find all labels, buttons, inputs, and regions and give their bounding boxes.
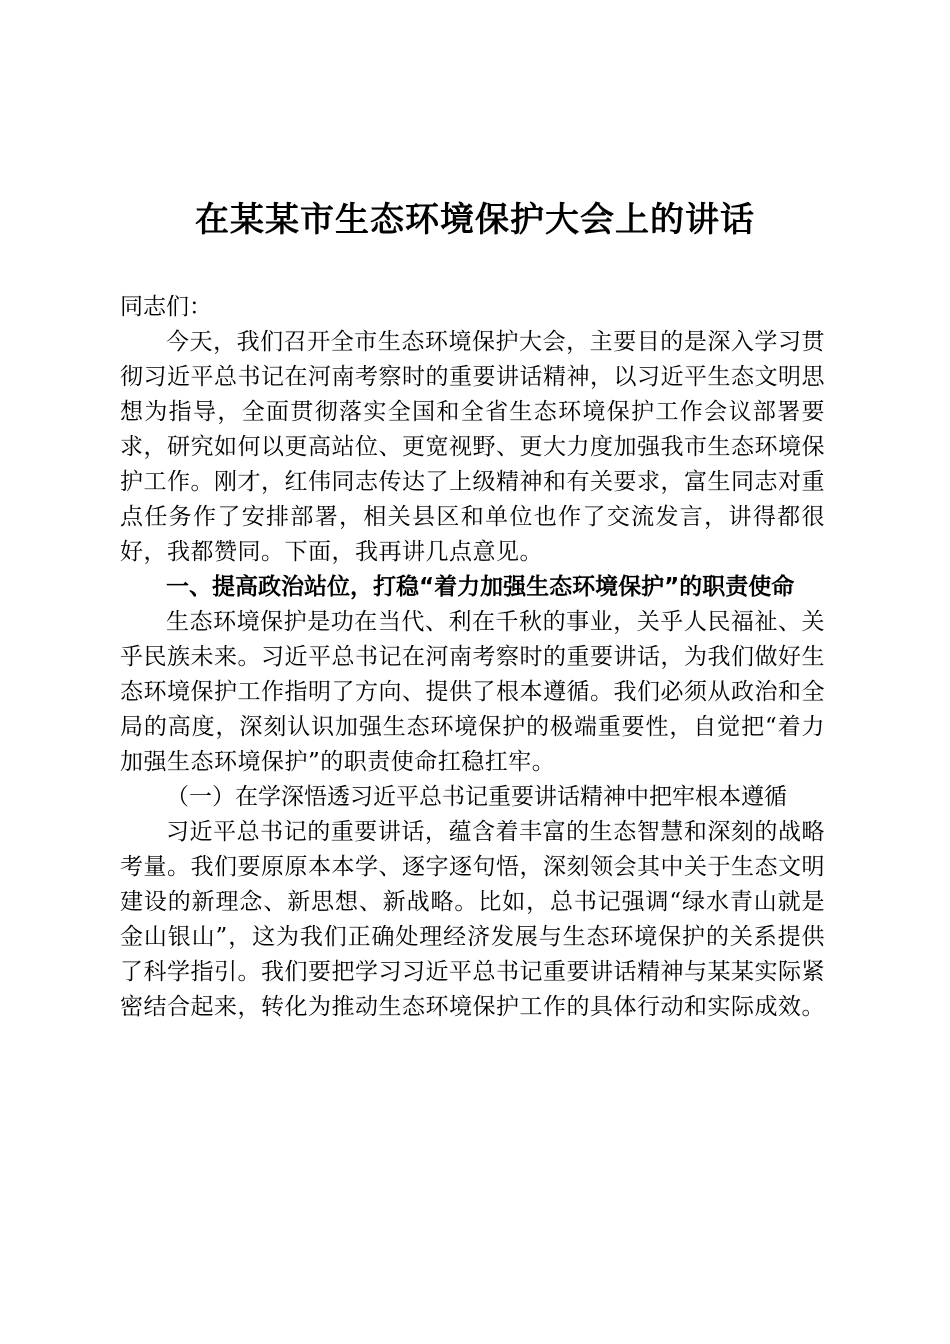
intro-paragraph: 今天，我们召开全市生态环境保护大会，主要目的是深入学习贯彻习近平总书记在河南考察时的重要讲话精神，以习近平生态文明思想为指导，全面贯彻落实全国和全省生态环境保护工作会议部署要求，研究如何以更高站位、更宽视野、更大力度加强我市生态环境保护工作。刚才，红伟同志传达了上级精神和有关要求，富生同志对重点任务作了安排部署，相关县区和单位也作了交流发言，讲得都很好，我都赞同。下面，我再讲几点意见。 bbox=[120, 329, 825, 565]
document-title: 在某某市生态环境保护大会上的讲话 bbox=[195, 200, 755, 240]
section-heading-1: 一、提高政治站位，打稳“着力加强生态环境保护”的职责使命 bbox=[166, 574, 795, 600]
document-body bbox=[120, 290, 825, 1025]
subsection-heading-1: （一）在学深悟透习近平总书记重要讲话精神中把牢根本遵循 bbox=[166, 784, 787, 810]
section-1-paragraph: 生态环境保护是功在当代、利在千秋的事业，关乎人民福祉、关乎民族未来。习近平总书记在河南考察时的重要讲话，为我们做好生态环境保护工作指明了方向、提供了根本遵循。我们必须从政治和全局的高度，深刻认识加强生态环境保护的极端重要性，自觉把“着力加强生态环境保护”的职责使命扛稳扛牢。 bbox=[120, 609, 825, 775]
salutation: 同志们： bbox=[120, 294, 212, 320]
subsection-1-paragraph: 习近平总书记的重要讲话，蕴含着丰富的生态智慧和深刻的战略考量。我们要原原本本学、逐字逐句悟，深刻领会其中关于生态文明建设的新理念、新思想、新战略。比如，总书记强调“绿水青山就是金山银山”，这为我们正确处理经济发展与生态环境保护的关系提供了科学指引。我们要把学习习近平总书记重要讲话精神与某某实际紧密结合起来，转化为推动生态环境保护工作的具体行动和实际成效。 bbox=[120, 819, 825, 1020]
